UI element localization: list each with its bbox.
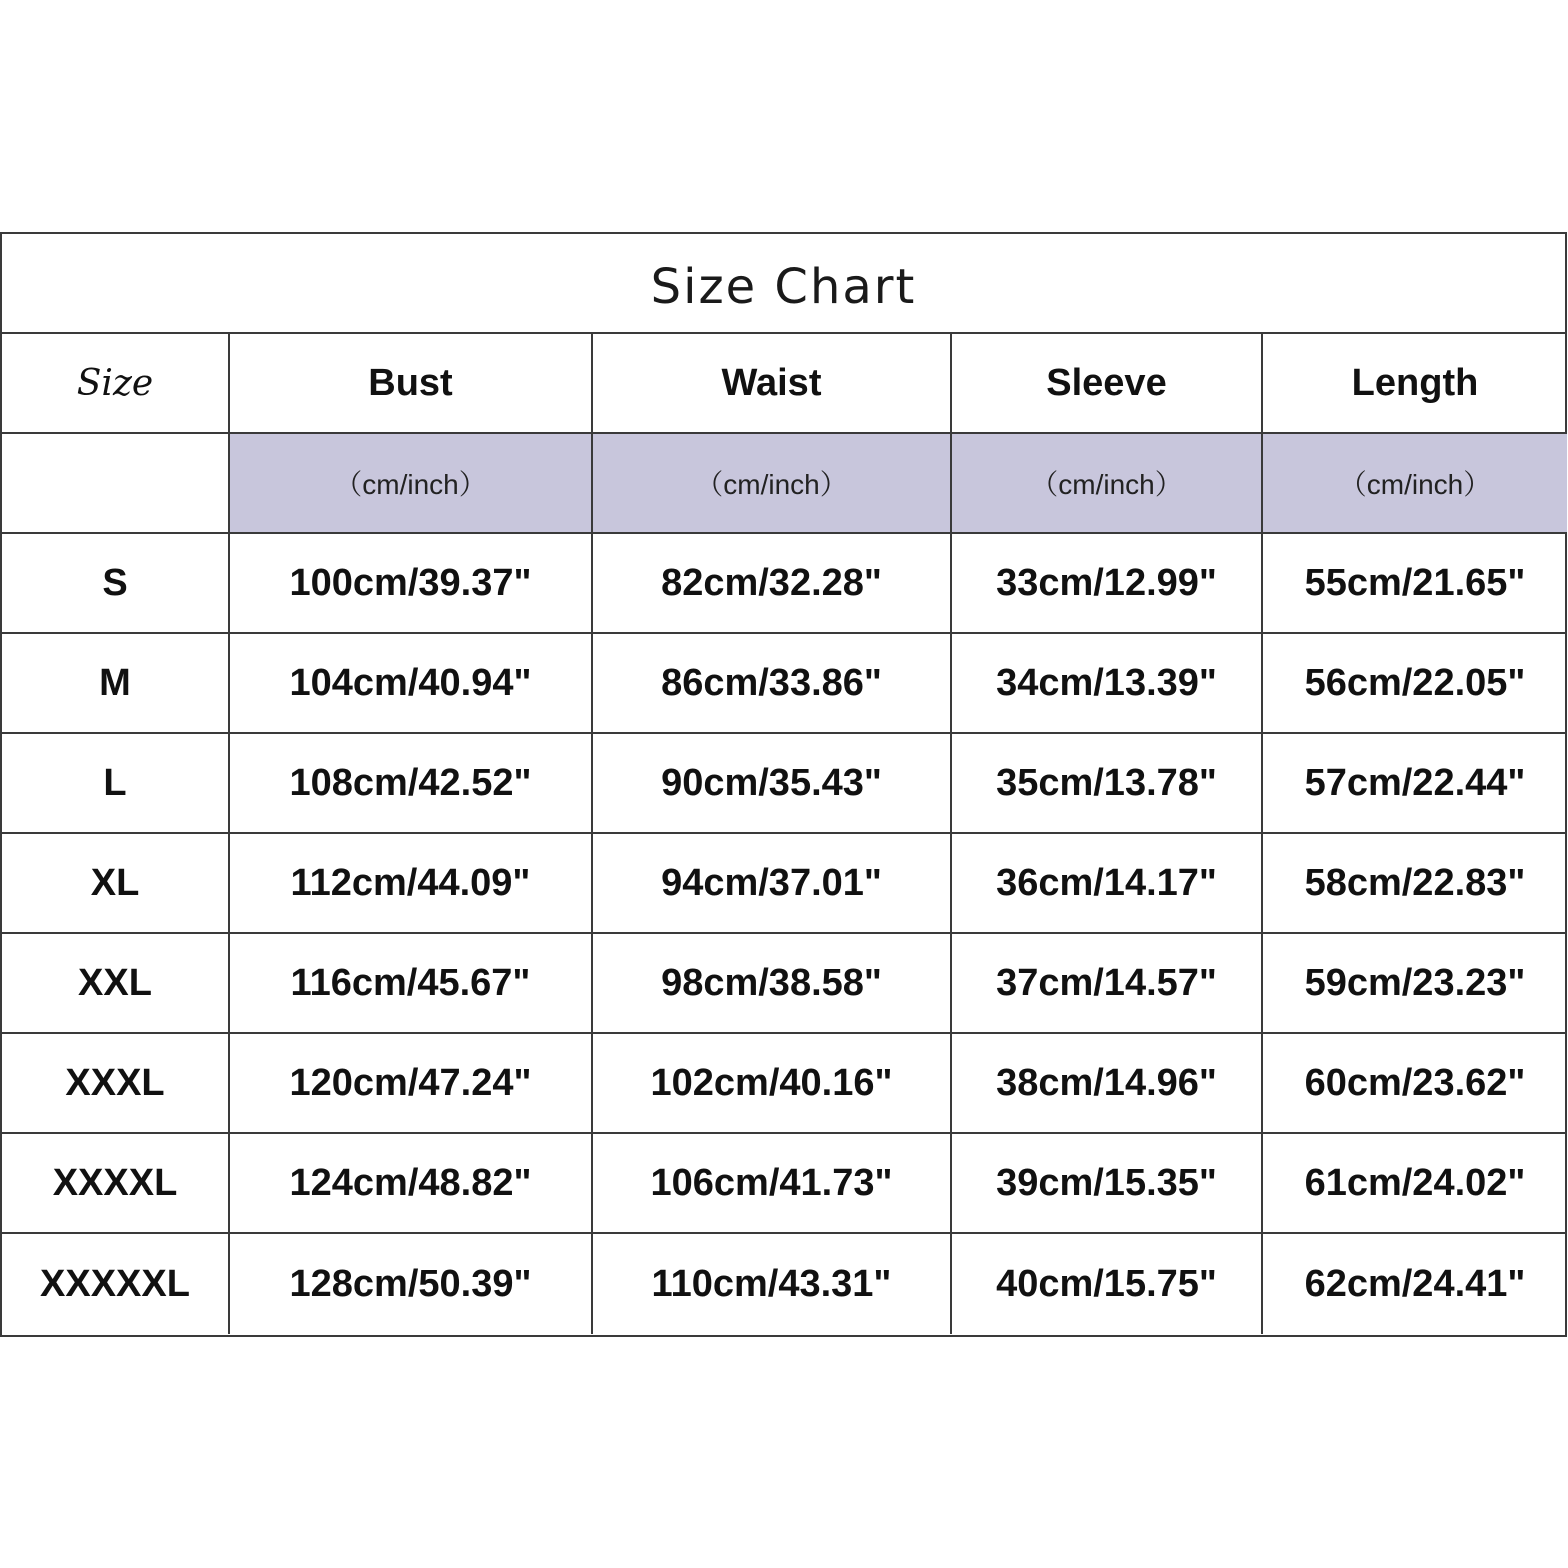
table-row	[2, 1034, 1565, 1134]
bust-cell: 112cm/44.09"	[228, 834, 591, 932]
length-cell: 57cm/22.44"	[1261, 734, 1567, 832]
waist-cell: 82cm/32.28"	[591, 534, 950, 632]
size-cell: M	[99, 661, 131, 704]
size-column-header: Size	[76, 362, 154, 404]
bust-cell: 116cm/45.67"	[228, 934, 591, 1032]
bust-cell: 104cm/40.94"	[228, 634, 591, 732]
bust-cell: 128cm/50.39"	[228, 1234, 591, 1334]
length-column-header: Length	[1261, 334, 1567, 432]
length-cell: 59cm/23.23"	[1261, 934, 1567, 1032]
unit-row	[2, 434, 1565, 534]
sleeve-cell: 33cm/12.99"	[950, 534, 1261, 632]
table-row	[2, 534, 1565, 634]
size-cell: XXXXXL	[40, 1262, 190, 1305]
length-cell: 60cm/23.62"	[1261, 1034, 1567, 1132]
sleeve-unit-cell: （cm/inch）	[950, 434, 1261, 532]
length-cell: 61cm/24.02"	[1261, 1134, 1567, 1232]
table-row	[2, 934, 1565, 1034]
waist-cell: 106cm/41.73"	[591, 1134, 950, 1232]
sleeve-cell: 36cm/14.17"	[950, 834, 1261, 932]
sleeve-cell: 39cm/15.35"	[950, 1134, 1261, 1232]
size-cell: XL	[90, 861, 140, 904]
waist-unit-cell: （cm/inch）	[591, 434, 950, 532]
bust-column-header: Bust	[228, 334, 591, 432]
chart-title-row	[2, 234, 1565, 334]
bust-cell: 120cm/47.24"	[228, 1034, 591, 1132]
bust-cell: 124cm/48.82"	[228, 1134, 591, 1232]
chart-title: Size Chart	[650, 259, 917, 315]
bust-cell: 100cm/39.37"	[228, 534, 591, 632]
size-cell: L	[103, 761, 127, 804]
table-row	[2, 1134, 1565, 1234]
waist-cell: 94cm/37.01"	[591, 834, 950, 932]
unit-row-empty-cell	[2, 434, 228, 532]
size-cell: XXXXL	[52, 1161, 178, 1204]
waist-cell: 90cm/35.43"	[591, 734, 950, 832]
table-row	[2, 1234, 1565, 1334]
waist-cell: 98cm/38.58"	[591, 934, 950, 1032]
size-cell: S	[102, 561, 128, 604]
bust-cell: 108cm/42.52"	[228, 734, 591, 832]
size-cell: XXL	[78, 961, 152, 1004]
length-cell: 56cm/22.05"	[1261, 634, 1567, 732]
size-cell: XXXL	[65, 1061, 165, 1104]
length-cell: 58cm/22.83"	[1261, 834, 1567, 932]
waist-cell: 110cm/43.31"	[591, 1234, 950, 1334]
sleeve-column-header: Sleeve	[950, 334, 1261, 432]
length-cell: 55cm/21.65"	[1261, 534, 1567, 632]
table-row	[2, 634, 1565, 734]
sleeve-cell: 34cm/13.39"	[950, 634, 1261, 732]
table-row	[2, 734, 1565, 834]
waist-column-header: Waist	[591, 334, 950, 432]
sleeve-cell: 40cm/15.75"	[950, 1234, 1261, 1334]
length-unit-cell: （cm/inch）	[1261, 434, 1567, 532]
sleeve-cell: 35cm/13.78"	[950, 734, 1261, 832]
waist-cell: 86cm/33.86"	[591, 634, 950, 732]
length-cell: 62cm/24.41"	[1261, 1234, 1567, 1334]
waist-cell: 102cm/40.16"	[591, 1034, 950, 1132]
table-row	[2, 834, 1565, 934]
header-row	[2, 334, 1565, 434]
bust-unit-cell: （cm/inch）	[228, 434, 591, 532]
sleeve-cell: 37cm/14.57"	[950, 934, 1261, 1032]
size-chart-table	[0, 232, 1567, 1337]
sleeve-cell: 38cm/14.96"	[950, 1034, 1261, 1132]
